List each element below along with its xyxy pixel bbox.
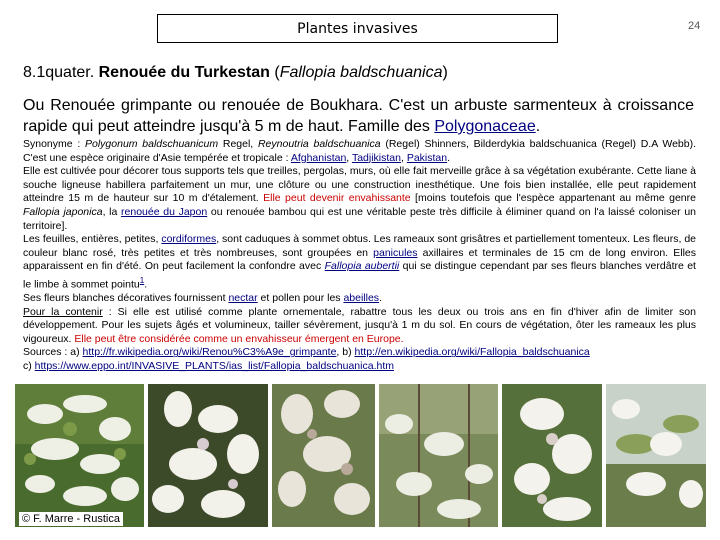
leaves-text-3: axillaires et terminales de 15 cm de long environ. Elles apparaissent en fin d'été. On peut facilement la confondre avec xyxy=(23,246,696,273)
country-link-afghanistan[interactable]: Afghanistan xyxy=(290,151,347,164)
source-c-label: c) xyxy=(23,360,35,372)
sources-label: Sources : a) xyxy=(23,346,83,359)
synonyms-end: . xyxy=(447,151,451,164)
lead-end: . xyxy=(535,118,541,135)
synonyms-label: Synonyme : xyxy=(23,138,85,150)
photo-credit: © F. Marre - Rustica xyxy=(19,512,123,526)
leaves-text-4: qui se distingue cependant par ses fleurs blanches verdâtre et le limbe à sommet pointu xyxy=(23,260,696,291)
emerging-invader-warning: Elle peut être considérée comme un envahisseur émergent en Europe. xyxy=(74,332,404,345)
body-text xyxy=(23,138,696,374)
decorative-end: . xyxy=(379,292,382,305)
lead-paragraph xyxy=(23,95,694,137)
leaves-end: . xyxy=(144,278,148,291)
leaves-paragraph xyxy=(23,233,696,292)
panicules-link[interactable]: panicules xyxy=(373,246,418,259)
lead-text: Ou Renouée grimpante ou renouée de Boukhara. C'est un arbuste sarmenteux à croissance rapide qui peut atteindre jusqu'à 5 m de haut. Famille des xyxy=(23,97,694,135)
leaves-text-2: , sont caduques à sommet obtus. Les rameaux sont grisâtres et partiellement tomenteux. Les fleurs, de couleur blanc rosé, très petites et très nombreuses, sont groupées en xyxy=(23,233,697,259)
cultivation-paragraph xyxy=(23,165,696,233)
common-name: Renouée du Turkestan xyxy=(98,64,270,81)
separator: , xyxy=(400,151,407,164)
synonym-2: Reynoutria baldschuanica xyxy=(257,138,381,150)
synonym-2-author: (Regel) Shinners, Bilderdykia baldschuanica (Regel) D.A Webb). C'est une espèce originaire d'Asie tempérée et tropicale : xyxy=(23,138,697,164)
containment-label: Pour la contenir xyxy=(23,305,103,318)
photo-flowers-closeup xyxy=(502,384,602,527)
cultivation-text-2: [moins toutefois que l'espèce appartenant au même genre xyxy=(410,192,696,205)
cultivation-text-3: , la xyxy=(102,205,122,218)
decorative-paragraph xyxy=(23,292,696,306)
sources-paragraph xyxy=(23,346,696,373)
country-link-tadjikistan[interactable]: Tadjikistan xyxy=(351,151,401,164)
cultivation-text-4: ou renouée bambou qui est une véritable peste très difficile à éliminer quand on l'a laissé coloniser un territoire]. xyxy=(23,205,696,232)
source-link-a[interactable]: http://fr.wikipedia.org/wiki/Renou%C3%A9e_grimpante xyxy=(82,346,337,359)
renouee-japon-link[interactable]: renouée du Japon xyxy=(121,205,208,218)
separator: , xyxy=(346,151,352,164)
section-title: 8.1quater. Renouée du Turkestan (Fallopia baldschuanica) xyxy=(23,64,448,81)
synonyms-paragraph xyxy=(23,138,696,165)
photo-flowers-sky xyxy=(606,384,706,527)
latin-name: Fallopia baldschuanica xyxy=(279,64,443,81)
nectar-link[interactable]: nectar xyxy=(228,292,258,305)
photo-vine-on-fence xyxy=(379,384,498,527)
synonym-1: Polygonum baldschuanicum xyxy=(85,138,219,150)
photo-flower-spray xyxy=(148,384,268,527)
photo-flower-panicles xyxy=(272,384,375,527)
leaves-text: Les feuilles, entières, petites, xyxy=(23,233,162,246)
source-b-label: , b) xyxy=(336,346,355,359)
decorative-text: Ses fleurs blanches décoratives fournissent xyxy=(23,292,229,305)
source-link-b[interactable]: http://en.wikipedia.org/wiki/Fallopia_baldschuanica xyxy=(354,346,590,359)
photo-flowers-cluster xyxy=(15,384,144,527)
footnote-link[interactable]: 1 xyxy=(139,275,145,285)
abeilles-link[interactable]: abeilles xyxy=(343,292,380,305)
header-title: Plantes invasives xyxy=(297,21,418,37)
header-title-box xyxy=(157,14,558,43)
cultivation-text: Elle est cultivée pour décorer tous supports tels que treilles, pergolas, murs, où elle fait merveille grâce à sa végétation exubérante. Cette liane à souche ligneuse habillera parfaitement un mur, une clôture ou une construction inesthétique. Une fois bien installée, elle peut rapidement atteindre 15 m de hauteur sur 10 m d'étalement. xyxy=(23,165,696,205)
section-number: 8.1quater. xyxy=(23,64,95,81)
containment-paragraph xyxy=(23,306,696,347)
decorative-text-2: et pollen pour les xyxy=(257,292,344,305)
synonym-1-author: Regel, xyxy=(218,138,258,150)
page-number: 24 xyxy=(688,20,701,32)
family-link[interactable]: Polygonaceae xyxy=(434,118,536,135)
source-link-c[interactable]: https://www.eppo.int/INVASIVE_PLANTS/ias_list/Fallopia_baldschuanica.htm xyxy=(34,360,394,372)
cordiformes-link[interactable]: cordiformes xyxy=(161,233,217,246)
invasive-warning: Elle peut devenir envahissante xyxy=(263,192,411,205)
country-link-pakistan[interactable]: Pakistan xyxy=(406,151,448,164)
containment-text: : Si elle est utilisé comme plante ornementale, rabattre tous les deux ou trois ans en fin d'hiver afin de limiter son développement. Pour les sujets âgés et volumineux, tailler sévèrement, jusqu'à 1 m du sol. En cours de végétation, ôter les rameaux les plus vigoureux. xyxy=(23,305,696,345)
fallopia-aubertii-link[interactable]: Fallopia aubertii xyxy=(324,260,400,273)
fallopia-japonica: Fallopia japonica xyxy=(23,205,103,218)
